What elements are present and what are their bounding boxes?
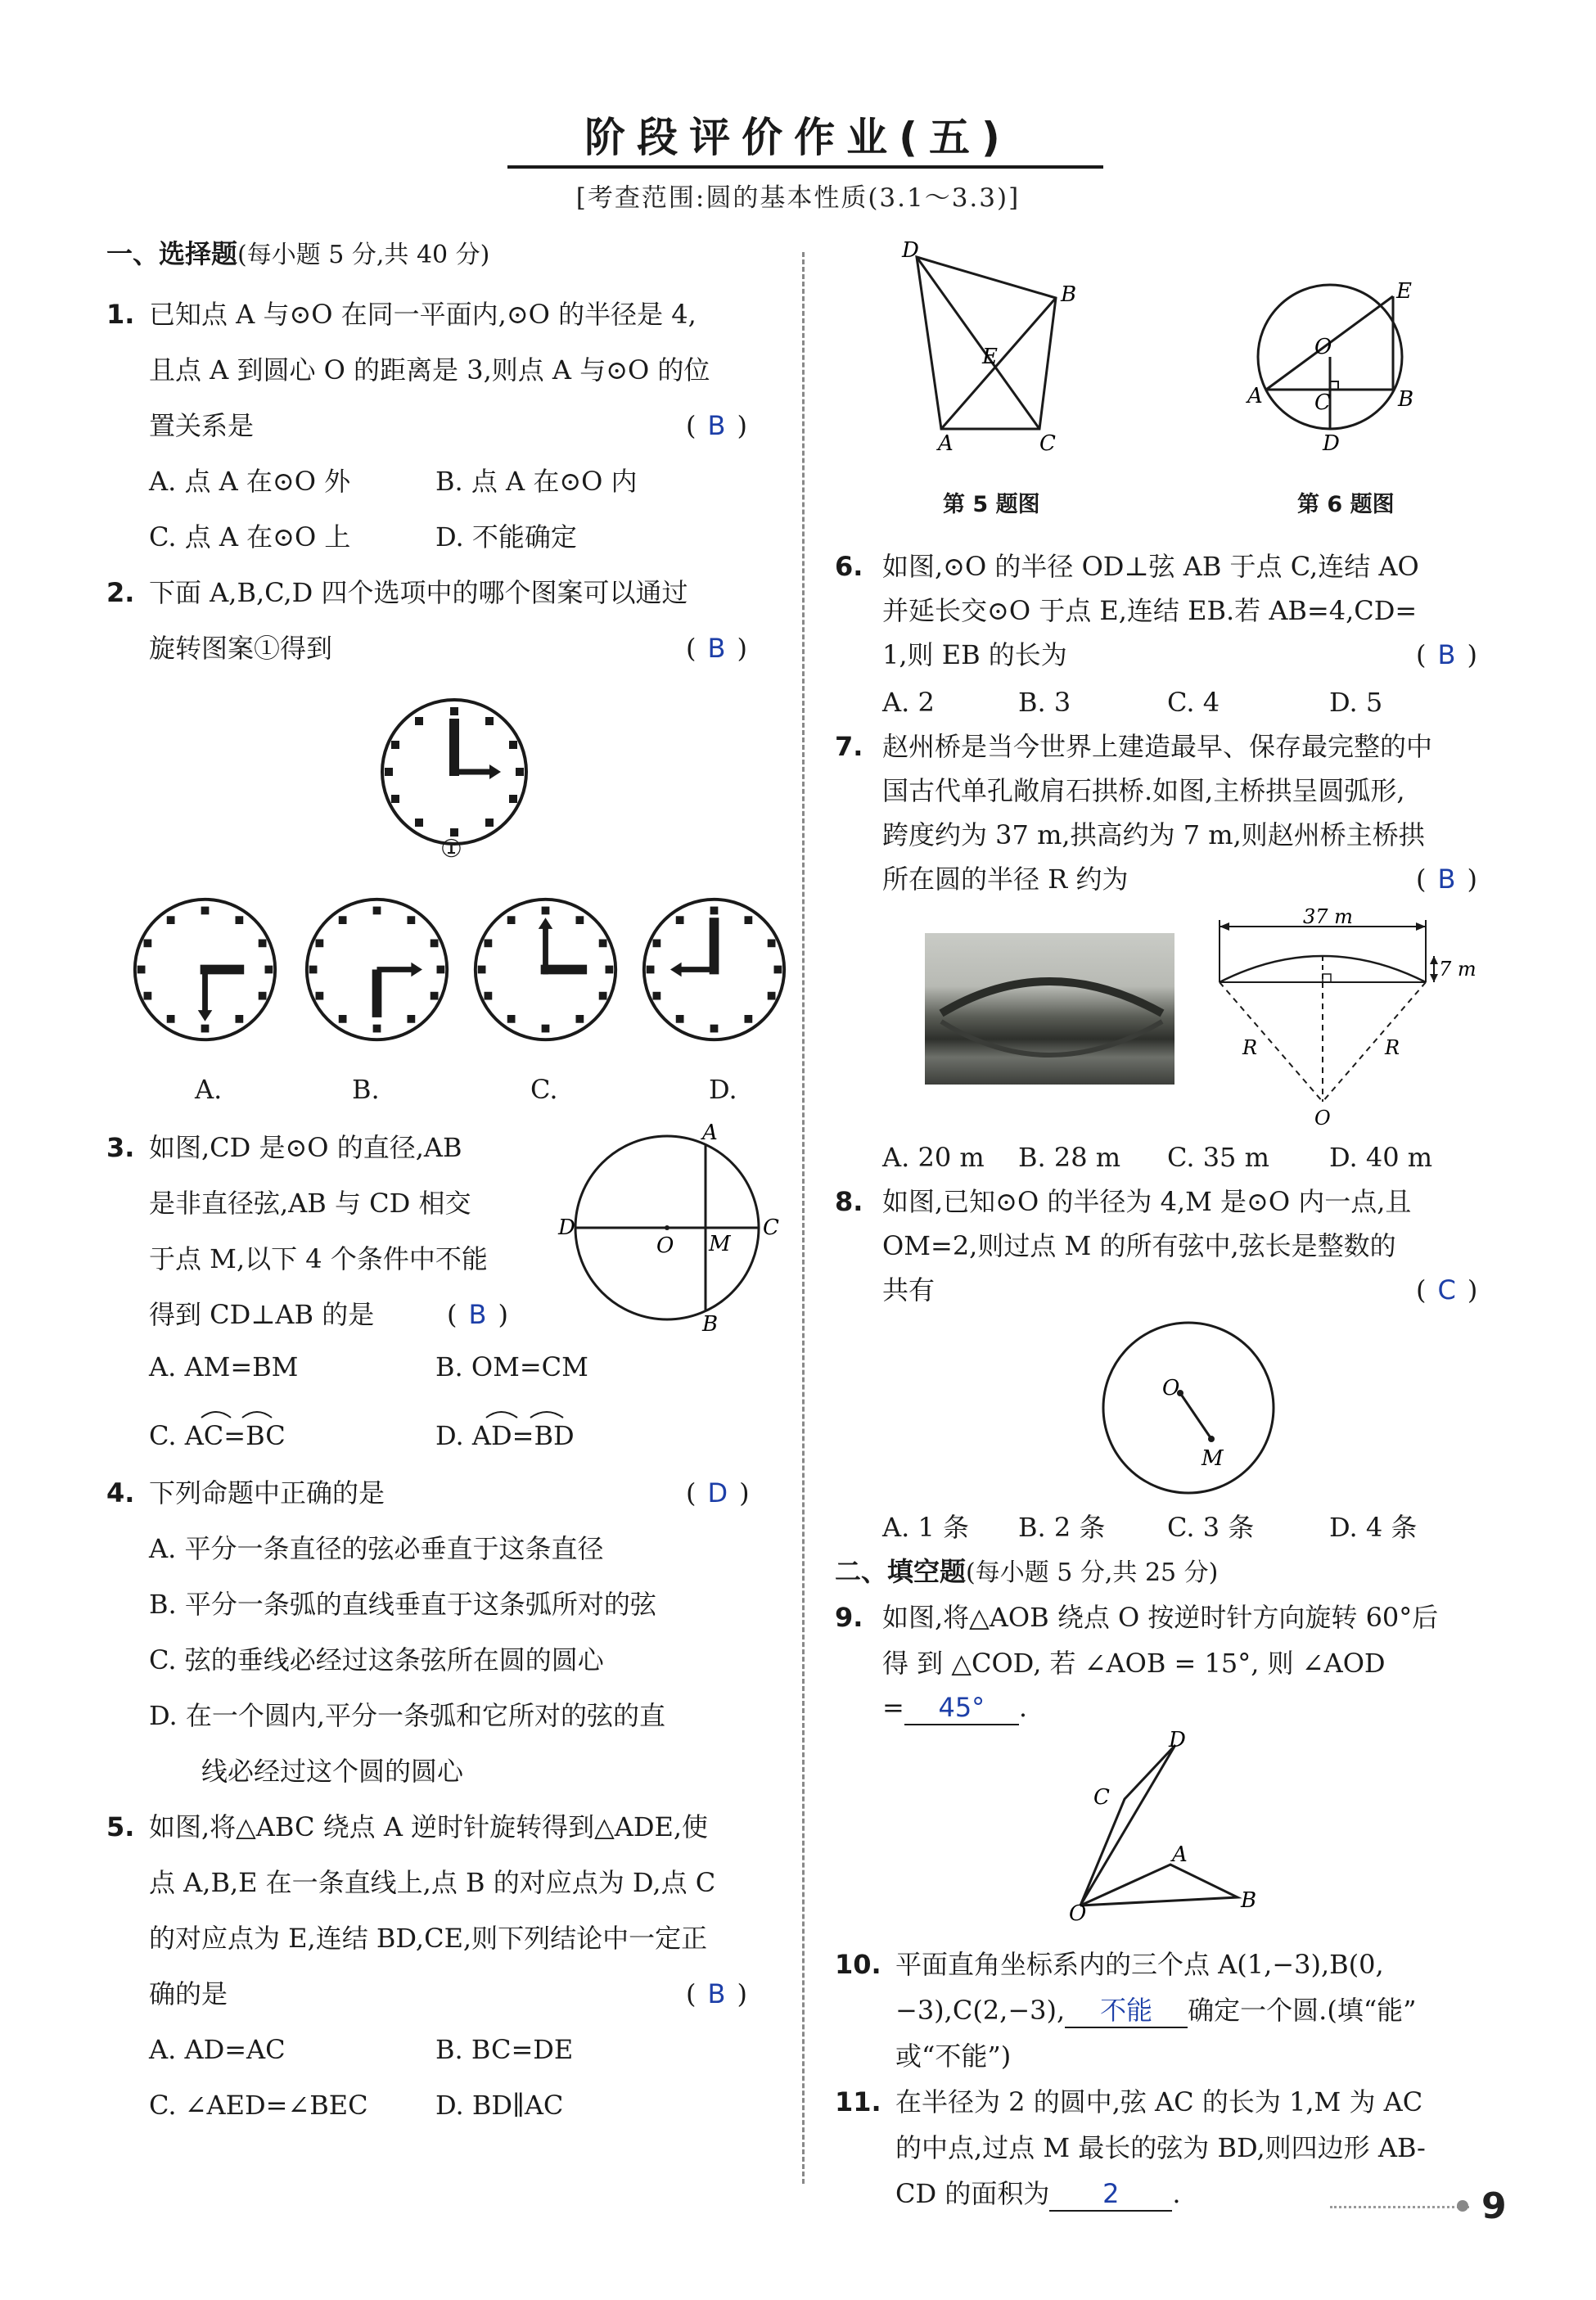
q3-arc-marks-c xyxy=(200,1405,273,1421)
q7-label-r-right: R xyxy=(1385,1036,1400,1059)
q8-number: 8. xyxy=(835,1186,863,1217)
q7-number: 7. xyxy=(835,731,863,762)
q3-answer-value: B xyxy=(468,1299,487,1330)
q7-line-2: 国古代单孔敞肩石拱桥.如图,主桥拱呈圆弧形, xyxy=(882,775,1405,806)
q7-line-4: 所在圆的半径 R 约为 xyxy=(882,864,1129,895)
clock-option-b-label: B. xyxy=(352,1074,380,1105)
title-rule xyxy=(507,165,1103,169)
q3-answer: ( B ) xyxy=(447,1299,508,1330)
q9-label-d: D xyxy=(1169,1728,1186,1752)
q5-option-b: B. BC=DE xyxy=(435,2034,574,2065)
q5-line-4: 确的是 xyxy=(149,1978,228,2009)
q2-line-1: 下面 A,B,C,D 四个选项中的哪个图案可以通过 xyxy=(149,577,688,608)
fig5-label-e: E xyxy=(982,345,998,369)
q4-stem: 下列命题中正确的是 xyxy=(149,1477,385,1509)
q11-line-2: 的中点,过点 M 最长的弦为 BD,则四边形 AB- xyxy=(895,2132,1426,2163)
q8-answer: ( C ) xyxy=(1416,1274,1478,1306)
q4-option-c: C. 弦的垂线必经过这条弦所在圆的圆心 xyxy=(149,1644,604,1675)
q4-number: 4. xyxy=(106,1477,135,1509)
q6-option-d: D. 5 xyxy=(1329,687,1383,718)
q2-answer-value: B xyxy=(707,633,726,664)
fig6-caption: 第 6 题图 xyxy=(1297,492,1395,517)
q10-line-2 xyxy=(895,1994,1417,2028)
q7-option-b: B. 28 m xyxy=(1018,1142,1121,1173)
q1-number: 1. xyxy=(106,299,135,330)
q3-label-c: C xyxy=(763,1215,779,1240)
q7-option-c: C. 35 m xyxy=(1167,1142,1269,1173)
q9-number: 9. xyxy=(835,1602,863,1633)
q9-rotation-figure xyxy=(1064,1728,1277,1926)
q1-option-b: B. 点 A 在⊙O 内 xyxy=(435,466,638,497)
clock-option-c xyxy=(470,894,621,1045)
q9-line-3 xyxy=(882,1691,1027,1725)
fig6-label-o: O xyxy=(1314,335,1332,359)
clock-option-a xyxy=(129,894,281,1045)
q6-answer: ( B ) xyxy=(1416,639,1477,670)
q8-line-1: 如图,已知⊙O 的半径为 4,M 是⊙O 内一点,且 xyxy=(882,1186,1412,1217)
q11-answer-blank: 2 xyxy=(1049,2177,1172,2212)
column-divider xyxy=(802,252,805,2184)
q5-option-a: A. AD=AC xyxy=(149,2034,286,2065)
q9-equals: = xyxy=(882,1692,904,1723)
q6-option-c: C. 4 xyxy=(1167,687,1220,718)
section-fill-note: (每小题 5 分,共 25 分) xyxy=(966,1558,1219,1587)
section-choice-title: 一、选择题 xyxy=(106,238,238,269)
q9-line-1: 如图,将△AOB 绕点 O 按逆时针方向旋转 60°后 xyxy=(882,1602,1439,1633)
q5-number: 5. xyxy=(106,1811,135,1842)
section-fill-title: 二、填空题 xyxy=(835,1556,967,1587)
q6-figure xyxy=(1244,275,1424,455)
q9-answer-blank: 45° xyxy=(904,1691,1019,1725)
q8-option-c: C. 3 条 xyxy=(1167,1512,1255,1543)
q3-line-1: 如图,CD 是⊙O 的直径,AB xyxy=(149,1132,462,1163)
fig6-label-e: E xyxy=(1396,279,1412,304)
fig5-caption: 第 5 题图 xyxy=(943,492,1040,517)
fig6-label-a: A xyxy=(1247,384,1263,408)
q7-label-height: 7 m xyxy=(1439,958,1477,981)
q1-line-2: 且点 A 到圆心 O 的距离是 3,则点 A 与⊙O 的位 xyxy=(149,354,710,386)
q8-label-o: O xyxy=(1162,1376,1180,1400)
section-choice-note: (每小题 5 分,共 40 分) xyxy=(237,241,490,269)
q3-line-4: 得到 CD⊥AB 的是 xyxy=(149,1299,375,1330)
q8-line-2: OM=2,则过点 M 的所有弦中,弦长是整数的 xyxy=(882,1230,1396,1261)
q1-line-1: 已知点 A 与⊙O 在同一平面内,⊙O 的半径是 4, xyxy=(149,299,697,330)
q9-label-c: C xyxy=(1093,1785,1110,1810)
q3-label-o: O xyxy=(656,1233,674,1258)
q3-number: 3. xyxy=(106,1132,135,1163)
q8-option-a: A. 1 条 xyxy=(882,1512,969,1543)
q8-circle-figure xyxy=(1098,1318,1278,1498)
section-fill xyxy=(835,1555,1218,1590)
q9-label-a: A xyxy=(1172,1842,1188,1867)
page-title: 阶段评价作业(五) xyxy=(584,114,1012,161)
q6-answer-value: B xyxy=(1437,639,1456,670)
clock-option-a-label: A. xyxy=(195,1074,223,1105)
q7-answer-value: B xyxy=(1437,864,1456,895)
q8-line-3: 共有 xyxy=(882,1274,936,1306)
q3-label-d: D xyxy=(558,1215,575,1240)
q4-answer: ( D ) xyxy=(686,1477,750,1509)
q10-line-2-pre: −3),C(2,−3), xyxy=(895,1995,1066,2026)
q8-option-b: B. 2 条 xyxy=(1018,1512,1106,1543)
q11-period: . xyxy=(1172,2178,1181,2209)
q1-answer: ( B ) xyxy=(686,410,747,441)
fig6-label-b: B xyxy=(1398,387,1414,412)
q7-line-1: 赵州桥是当今世界上建造最早、保存最完整的中 xyxy=(882,731,1433,762)
fig5-label-d: D xyxy=(902,238,919,263)
q7-line-3: 跨度约为 37 m,拱高约为 7 m,则赵州桥主桥拱 xyxy=(882,819,1425,850)
clock-option-b xyxy=(301,894,453,1045)
q3-circle-figure xyxy=(558,1121,779,1337)
q1-answer-value: B xyxy=(707,410,726,441)
q10-line-3: 或“不能”) xyxy=(895,2041,1012,2072)
q3-option-d: D. AD=BD xyxy=(435,1420,575,1451)
q3-arc-marks-d xyxy=(485,1405,566,1421)
fig6-label-c: C xyxy=(1314,390,1331,415)
q2-answer: ( B ) xyxy=(686,633,747,664)
q3-label-a: A xyxy=(702,1121,718,1145)
q7-label-span: 37 m xyxy=(1303,905,1353,928)
q7-option-a: A. 20 m xyxy=(882,1142,985,1173)
fig5-label-c: C xyxy=(1039,431,1056,456)
q4-answer-value: D xyxy=(707,1477,728,1509)
q8-label-m: M xyxy=(1202,1446,1224,1471)
page-number: 9 xyxy=(1481,2185,1507,2227)
clock-option-d xyxy=(638,894,790,1045)
q5-option-c: C. ∠AED=∠BEC xyxy=(149,2090,368,2121)
q10-answer-blank: 不能 xyxy=(1065,1994,1188,2028)
fig5-label-b: B xyxy=(1061,282,1077,307)
q3-line-2: 是非直径弦,AB 与 CD 相交 xyxy=(149,1188,471,1219)
q10-line-2-post: 确定一个圆.(填“能” xyxy=(1188,1995,1417,2026)
q6-option-a: A. 2 xyxy=(882,687,935,718)
q3-option-b: B. OM=CM xyxy=(435,1351,588,1382)
q6-line-3: 1,则 EB 的长为 xyxy=(882,639,1067,670)
q3-option-c: C. AC=BC xyxy=(149,1420,286,1451)
q6-number: 6. xyxy=(835,551,863,582)
fig6-label-d: D xyxy=(1323,431,1340,456)
clock-main-label: ① xyxy=(440,835,462,864)
q4-option-b: B. 平分一条弧的直线垂直于这条弧所对的弦 xyxy=(149,1589,656,1620)
q7-label-o: O xyxy=(1314,1107,1331,1130)
q5-figure xyxy=(892,238,1097,456)
q11-line-1: 在半径为 2 的圆中,弦 AC 的长为 1,M 为 AC xyxy=(895,2086,1423,2117)
q3-label-b: B xyxy=(702,1312,719,1337)
q3-line-3: 于点 M,以下 4 个条件中不能 xyxy=(149,1243,488,1274)
q7-label-r-left: R xyxy=(1242,1036,1258,1059)
q11-line-3 xyxy=(895,2177,1181,2212)
q8-option-d: D. 4 条 xyxy=(1329,1512,1418,1543)
q7-bridge-diagram xyxy=(1195,905,1481,1130)
q6-line-1: 如图,⊙O 的半径 OD⊥弦 AB 于点 C,连结 AO xyxy=(882,551,1419,582)
q5-line-1: 如图,将△ABC 绕点 A 逆时针旋转得到△ADE,使 xyxy=(149,1811,709,1842)
section-choice xyxy=(106,237,489,272)
q5-answer-value: B xyxy=(707,1978,726,2009)
q9-line-2: 得 到 △COD, 若 ∠AOB = 15°, 则 ∠AOD xyxy=(882,1648,1386,1679)
q6-line-2: 并延长交⊙O 于点 E,连结 EB.若 AB=4,CD= xyxy=(882,595,1418,626)
q2-line-2: 旋转图案①得到 xyxy=(149,633,333,664)
q11-number: 11. xyxy=(835,2086,881,2117)
fig5-label-a: A xyxy=(938,431,954,456)
q9-label-o: O xyxy=(1069,1901,1087,1926)
q4-option-a: A. 平分一条直径的弦必垂直于这条直径 xyxy=(149,1533,604,1564)
q4-option-d-continued: 线必经过这个圆的圆心 xyxy=(201,1756,464,1787)
q4-option-d: D. 在一个圆内,平分一条弧和它所对的弦的直 xyxy=(149,1700,666,1731)
q2-number: 2. xyxy=(106,577,135,608)
q1-line-3: 置关系是 xyxy=(149,410,255,441)
q5-answer: ( B ) xyxy=(686,1978,747,2009)
exam-scope: [考查范围:圆的基本性质(3.1～3.3)] xyxy=(575,183,1021,213)
q6-option-b: B. 3 xyxy=(1018,687,1071,718)
q7-option-d: D. 40 m xyxy=(1329,1142,1433,1173)
q5-line-3: 的对应点为 E,连结 BD,CE,则下列结论中一定正 xyxy=(149,1923,708,1954)
q8-answer-value: C xyxy=(1437,1274,1456,1306)
q3-label-m: M xyxy=(709,1232,731,1256)
q1-option-c: C. 点 A 在⊙O 上 xyxy=(149,521,351,552)
q10-line-1: 平面直角坐标系内的三个点 A(1,−3),B(0, xyxy=(895,1949,1384,1980)
q3-option-a: A. AM=BM xyxy=(149,1351,299,1382)
q1-option-d: D. 不能确定 xyxy=(435,521,577,552)
q5-option-d: D. BD∥AC xyxy=(435,2090,564,2121)
q11-line-3-pre: CD 的面积为 xyxy=(895,2178,1050,2209)
clock-option-d-label: D. xyxy=(709,1074,737,1105)
q5-line-2: 点 A,B,E 在一条直线上,点 B 的对应点为 D,点 C xyxy=(149,1867,716,1898)
page-number-leader xyxy=(1330,2206,1469,2208)
q9-period: . xyxy=(1018,1692,1027,1723)
q9-label-b: B xyxy=(1241,1888,1257,1913)
zhaozhou-bridge-photo xyxy=(925,933,1174,1085)
q1-option-a: A. 点 A 在⊙O 外 xyxy=(149,466,351,497)
q10-number: 10. xyxy=(835,1949,881,1980)
page-number-dot xyxy=(1457,2200,1468,2212)
clock-option-c-label: C. xyxy=(530,1074,558,1105)
q7-answer: ( B ) xyxy=(1416,864,1477,895)
clock-figure-main xyxy=(376,694,532,850)
